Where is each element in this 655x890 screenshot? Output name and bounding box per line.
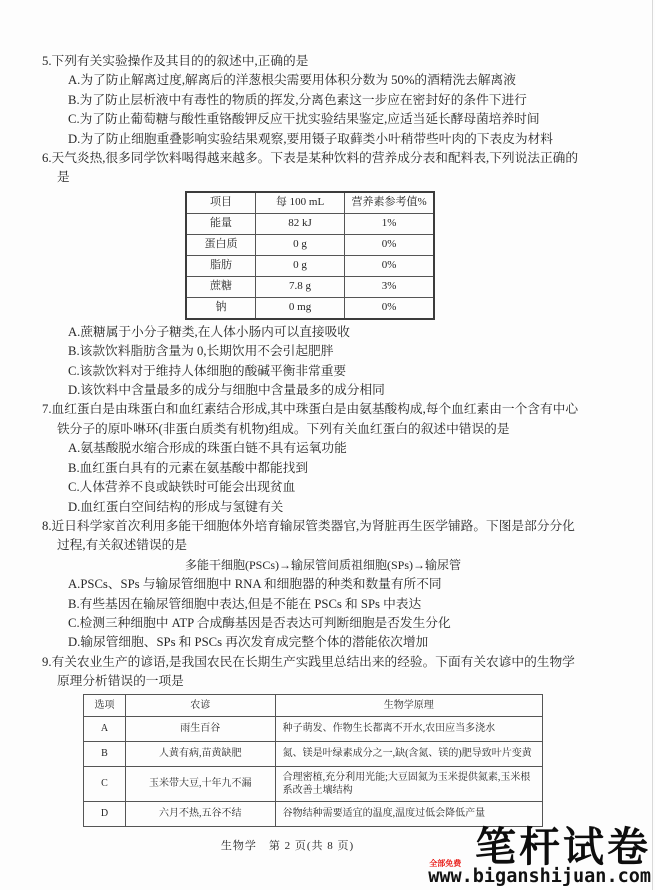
- question-option: C.为了防止葡萄糖与酸性重铬酸钾反应干扰实验结果鉴定,应适当延长酵母菌培养时间: [68, 112, 540, 127]
- table-cell: 玉米带大豆,十年九不漏: [125, 766, 275, 801]
- table-cell: 脂肪: [186, 255, 255, 276]
- question-option: C.检测三种细胞中 ATP 合成酶基因是否表达可判断细胞是否发生分化: [68, 615, 451, 630]
- exam-page-content: [42, 52, 584, 827]
- question-option: C.该款饮料对于维持人体细胞的酸碱平衡非常重要: [68, 363, 347, 378]
- table-cell: 0%: [345, 234, 434, 255]
- table-cell: 雨生百谷: [125, 716, 275, 741]
- table-cell: 六月不热,五谷不结: [125, 801, 275, 826]
- question-options: [68, 71, 584, 149]
- column-header: 项目: [186, 192, 255, 214]
- table-cell: A: [84, 716, 126, 741]
- table-cell: D: [84, 801, 126, 826]
- differentiation-flow-text: 多能干细胞(PSCs)→输尿管间质祖细胞(SPs)→输尿管: [184, 557, 462, 572]
- question-stem-text: 下列有关实验操作及其目的的叙述中,正确的是: [51, 54, 309, 68]
- question-stem: [42, 52, 584, 71]
- table-row: [186, 255, 434, 276]
- table-cell: 合理密植,充分利用光能;大豆固氮为玉米提供氮素,玉米根系改善土壤结构: [275, 766, 542, 801]
- question-8: [42, 517, 584, 653]
- column-header: 生物学原理: [275, 694, 542, 716]
- proverb-table: [83, 694, 543, 827]
- table-cell: 0 g: [255, 234, 344, 255]
- question-option: D.该饮料中含量最多的成分与细胞中含量最多的成分相同: [68, 383, 385, 398]
- question-number: 5.: [42, 54, 52, 68]
- question-stem-text: 有关农业生产的谚语,是我国农民在长期生产实践里总结出来的经验。下面有关农谚中的生物学原理分析错误的一项是: [51, 654, 575, 689]
- watermark-brand-text: 笔杆试卷: [475, 824, 651, 871]
- question-option: B.有些基因在输尿管细胞中表达,但是不能在 PSCs 和 SPs 中表达: [68, 596, 422, 611]
- question-option: D.血红蛋白空间结构的形成与氢键有关: [68, 499, 284, 514]
- table-header-row: [186, 192, 434, 214]
- table-cell: 种子萌发、作物生长都离不开水,农田应当多浇水: [275, 716, 542, 741]
- table-cell: 0%: [345, 297, 434, 319]
- column-header: 农谚: [125, 694, 275, 716]
- question-option: A.为了防止解离过度,解离后的洋葱根尖需要用体积分数为 50%的酒精洗去解离液: [68, 73, 516, 88]
- question-options: [68, 323, 584, 401]
- table-row: [84, 766, 543, 801]
- question-option: A.PSCs、SPs 与输尿管细胞中 RNA 和细胞器的种类和数量有所不同: [68, 577, 442, 592]
- question-6: [42, 149, 584, 400]
- question-5: [42, 52, 584, 149]
- watermark: [428, 824, 651, 887]
- column-header: 营养素参考值%: [345, 192, 434, 214]
- question-option: A.蔗糖属于小分子糖类,在人体小肠内可以直接吸收: [68, 324, 350, 339]
- question-7: [42, 400, 584, 516]
- question-number: 8.: [42, 518, 52, 533]
- question-option: A.氨基酸脱水缩合形成的珠蛋白链不具有运氧功能: [68, 441, 347, 456]
- table-cell: C: [84, 766, 126, 801]
- question-stem: [42, 149, 584, 188]
- question-option: C.人体营养不良或缺铁时可能会出现贫血: [68, 480, 296, 495]
- question-option: B.为了防止层析液中有毒性的物质的挥发,分离色素这一步应在密封好的条件下进行: [68, 92, 527, 107]
- watermark-url-text: www.biganshijuan.com: [428, 866, 651, 887]
- table-row: [84, 741, 543, 766]
- table-row: [84, 716, 543, 741]
- scan-edge-line: [652, 0, 653, 890]
- table-cell: 谷物结种需要适宜的温度,温度过低会降低产量: [275, 801, 542, 826]
- table-cell: 氮、镁是叶绿素成分之一,缺(含氮、镁的)肥导致叶片变黄: [275, 741, 542, 766]
- question-option: B.该款饮料脂肪含量为 0,长期饮用不会引起肥胖: [68, 344, 334, 359]
- table-row: [186, 213, 434, 234]
- table-cell: 3%: [345, 276, 434, 297]
- table-cell: 0 g: [255, 255, 344, 276]
- question-stem-text: 天气炎热,很多同学饮料喝得越来越多。下表是某种饮料的营养成分表和配料表,下列说法正确的是: [51, 151, 579, 185]
- question-number: 9.: [42, 654, 52, 669]
- nutrition-table: [185, 191, 435, 320]
- watermark-free-badge: 全部免费: [429, 859, 462, 868]
- question-options: [68, 575, 584, 653]
- question-stem: [42, 653, 584, 692]
- table-row: [186, 276, 434, 297]
- question-stem: [42, 517, 584, 556]
- question-9: [42, 653, 584, 827]
- question-options: [68, 439, 584, 517]
- table-cell: 钠: [186, 297, 255, 319]
- table-header-row: [84, 694, 543, 716]
- table-row: [84, 801, 543, 826]
- table-cell: 蔗糖: [186, 276, 255, 297]
- table-cell: 7.8 g: [255, 276, 344, 297]
- table-cell: 0%: [345, 255, 434, 276]
- column-header: 选项: [84, 694, 126, 716]
- question-stem-text: 血红蛋白是由珠蛋白和血红素结合形成,其中珠蛋白是由氨基酸构成,每个血红素由一个含有中心铁分子的原卟啉环(非蛋白质类有机物)组成。下列有关血红蛋白的叙述中错误的是: [51, 402, 579, 436]
- question-option: D.为了防止细胞重叠影响实验结果观察,要用镊子取藓类小叶稍带些叶肉的下表皮为材料: [68, 131, 553, 146]
- table-cell: 1%: [345, 213, 434, 234]
- table-row: [186, 234, 434, 255]
- question-stem: [42, 400, 584, 439]
- table-cell: 人黄有病,苗黄缺肥: [125, 741, 275, 766]
- table-cell: 能量: [186, 213, 255, 234]
- question-option: B.血红蛋白具有的元素在氨基酸中都能找到: [68, 460, 309, 475]
- column-header: 每 100 mL: [255, 192, 344, 214]
- question-number: 6.: [42, 151, 52, 166]
- table-cell: 蛋白质: [186, 234, 255, 255]
- page-footer: 生物学 第 2 页(共 8 页): [220, 840, 355, 852]
- question-number: 7.: [42, 402, 52, 417]
- table-cell: 82 kJ: [255, 213, 344, 234]
- question-stem-text: 近日科学家首次利用多能干细胞体外培育输尿管类器官,为肾脏再生医学铺路。下图是部分分化过程,有关叙述错误的是: [51, 518, 575, 553]
- question-option: D.输尿管细胞、SPs 和 PSCs 再次发育成完整个体的潜能依次增加: [68, 635, 429, 650]
- table-cell: B: [84, 741, 126, 766]
- table-cell: 0 mg: [255, 297, 344, 319]
- table-row: [186, 297, 434, 319]
